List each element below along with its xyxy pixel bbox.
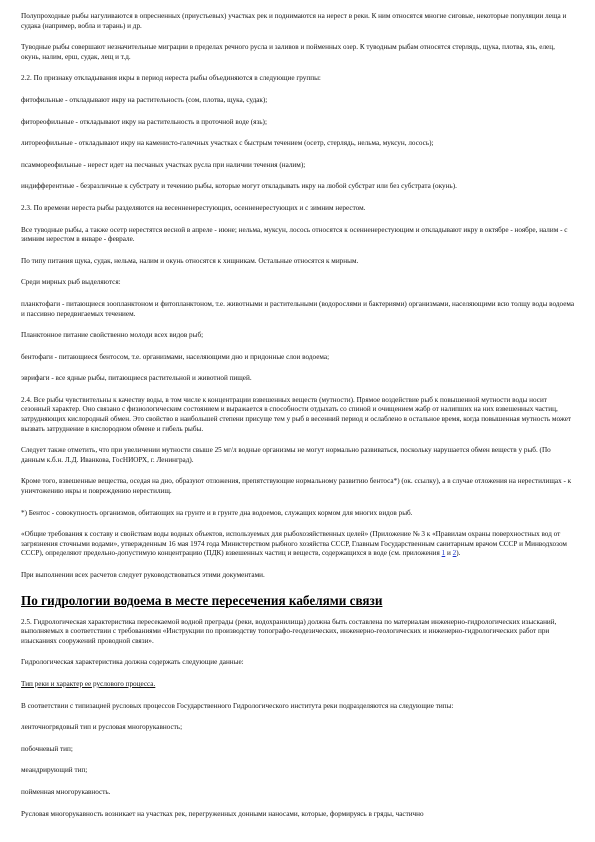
paragraph-channel-braiding: Русловая многорукавность возникает на участках рек, перегруженных донными наносами, которые, формируясь в гряды, частично [21,809,424,818]
paragraph-hydrology-data: Гидрологическая характеристика должна содержать следующие данные: [21,658,244,667]
paragraph-planktophages: планктофаги - питающиеся зоопланктоном и фитопланктоном, т.е. животными и растительными (водорослями и бактериями) организмами, населяющими всю толщу воды водоема и пассивно передвигаемых течением. [21,299,575,318]
paragraph-general-requirements [21,530,575,559]
paragraph-water-turbidity: 2.4. Все рыбы чувствительны к качеству воды, в том числе к концентрации взвешенных веществ (мутности). Прямое воздействие рыб к повышенной мутности воды носит сезонный характер. Оно связано с физиологическим состоянием и выражается в способности отдыхать со спиной и очищением жабр от налипших на них взвешенных частиц, затрудняющих кислородный обмен. Это свойство в наибольшей степени присуще тем у рыб в весенний период и ослаблено в остальное время, когда повышенная мутность может вызвать затруднение в кислородном обмене и гибель рыбы. [21,395,572,433]
paragraph-plankton-feeding: Планктонное питание свойственно молоди всех видов рыб; [21,331,204,340]
paragraph-phytophils: фитофильные - откладывают икру на растительность (сом, плотва, щука, судак); [21,95,268,104]
paragraph-indifferent: индифферентные - безразличные к субстрату и течению рыбы, которые могут откладывать икру на любой субстрат или без субстрата (окунь). [21,182,457,191]
appendix-2-link[interactable]: 2 [452,549,457,558]
paragraph-river-type: Тип реки и характер ее руслового процесса. [21,679,156,688]
paragraph-channel-types: В соответствии с типизацией русловых процессов Государственного Гидрологического института реки подразделяются на следующие типы: [21,701,454,710]
list-item-side-bar: побочневый тип; [21,744,73,753]
paragraph-spawning-groups: 2.2. По признаку откладывания икры в период нереста рыбы объединяются в следующие группы: [21,74,321,83]
paragraph-spawning-seasons: Все туводные рыбы, а также осетр нерестятся весной в апреле - июне; нельма, муксун, лосось относятся к осенненерестующим и откладывают икру в октябре - ноябре, налим - с зимним нерестом в январе - феврале. [21,225,568,244]
paragraph-benthophages: бентофаги - питающиеся бентосом, т.е. организмами, населяющими дно и придонные слои водоема; [21,352,330,361]
paragraph-phytoreophils: фитореофильные - откладывают икру на растительность в проточной воде (язь); [21,117,267,126]
list-item-ribbon-ridge: ленточногрядовый тип и русловая многорукавность; [21,723,183,732]
paragraph-sediment-deposits: Кроме того, взвешенные вещества, оседая на дно, образуют отложения, препятствующие нормальному развитию бентоса*) (ок. ссылку), а в случае отложения на нерестилищах - к уничтожению икры и повреждению нерестилищ. [21,477,572,496]
paragraph-semi-anadromous: Полупроходные рыбы нагуливаются в опресненных (приустьевых) участках рек и поднимаются на нерест в реки. К ним относятся многие сиговые, некоторые популяции леща и судака (например, вобла и тарань) и др. [21,12,567,30]
paragraph-hydrology-characteristics: 2.5. Гидрологическая характеристика пересекаемой водной преграды (реки, водохранилища) должна быть составлена по материалам инженерно-гидрологических изысканий, выполняемых в соответствии с требованиями «Инструкции по производству топографо-геодезических, инженерно-геологических и инженерно-гидрологических работ при изысканиях сооружений проводной связи». [21,617,557,645]
paragraph-benthos-footnote: *) Бентос - совокупность организмов, обитающих на грунте и в грунте дна водоемов, служащих кормом для многих видов рыб. [21,508,413,517]
paragraph-guidance: При выполнении всех расчетов следует руководствоваться этими документами. [21,571,265,579]
paragraph-resident-fish: Туводные рыбы совершают незначительные миграции в пределах речного русла и заливов и пойменных озер. К туводным рыбам относятся стерлядь, щука, плотва, язь, елец, окунь, налим, ерш, судак, лещ и т.д. [21,43,555,61]
paragraph-feeding-type: По типу питания щука, судак, нельма, налим и окунь относятся к хищникам. Остальные относятся к мирным. [21,256,359,265]
paragraph-lithoreophils: литореофильные - откладывают икру на каменисто-галечных участках с быстрым течением (осетр, стерлядь, нельма, муксун, лосось); [21,139,434,148]
list-item-floodplain-braiding: пойменная многорукавность. [21,787,111,796]
list-item-meandering: меандрирующий тип; [21,766,88,775]
requirements-text: «Общие требования к составу и свойствам воды водных объектов, используемых для рыбохозяйственных целей» (Приложение № 3 к «Правилам охраны поверхностных вод от загрязнения сточными водами», утвержденным 16 мая 1974 года Министерством рыбного хозяйства СССР, Главным Государственным санитарным врачом СССР и Минводхозом СССР), определяют предельно-допустимую концентрацию (ПДК) взвешенных частиц и веществ, содержащихся в воде (см. приложения 1 и 2). [21,530,567,558]
paragraph-peaceful-fish: Среди мирных рыб выделяются: [21,278,121,287]
paragraph-psammoreophils: псаммореофильные - нерест идет на песчаных участках русла при наличии течения (налим); [21,160,306,169]
section-heading-hydrology: По гидрологии водоема в месте пересечения кабелями связи [21,592,383,608]
appendix-1-link[interactable]: 1 [441,549,446,558]
paragraph-turbidity-threshold: Следует также отметить, что при увеличении мутности свыше 25 мг/л водные организмы не могут нормально развиваться, поскольку нарушается обмен веществ у рыб. (По данным к.б.н. Л.Д. Иванкова, ГосНИОРХ, г. Ленинград). [21,446,551,464]
paragraph-spawning-time: 2.3. По времени нереста рыбы разделяются на весенненерестующих, осенненерестующих и с зимним нерестом. [21,203,366,212]
paragraph-euryphages: эврифаги - все ядные рыбы, питающиеся растительной и животной пищей. [21,374,252,383]
